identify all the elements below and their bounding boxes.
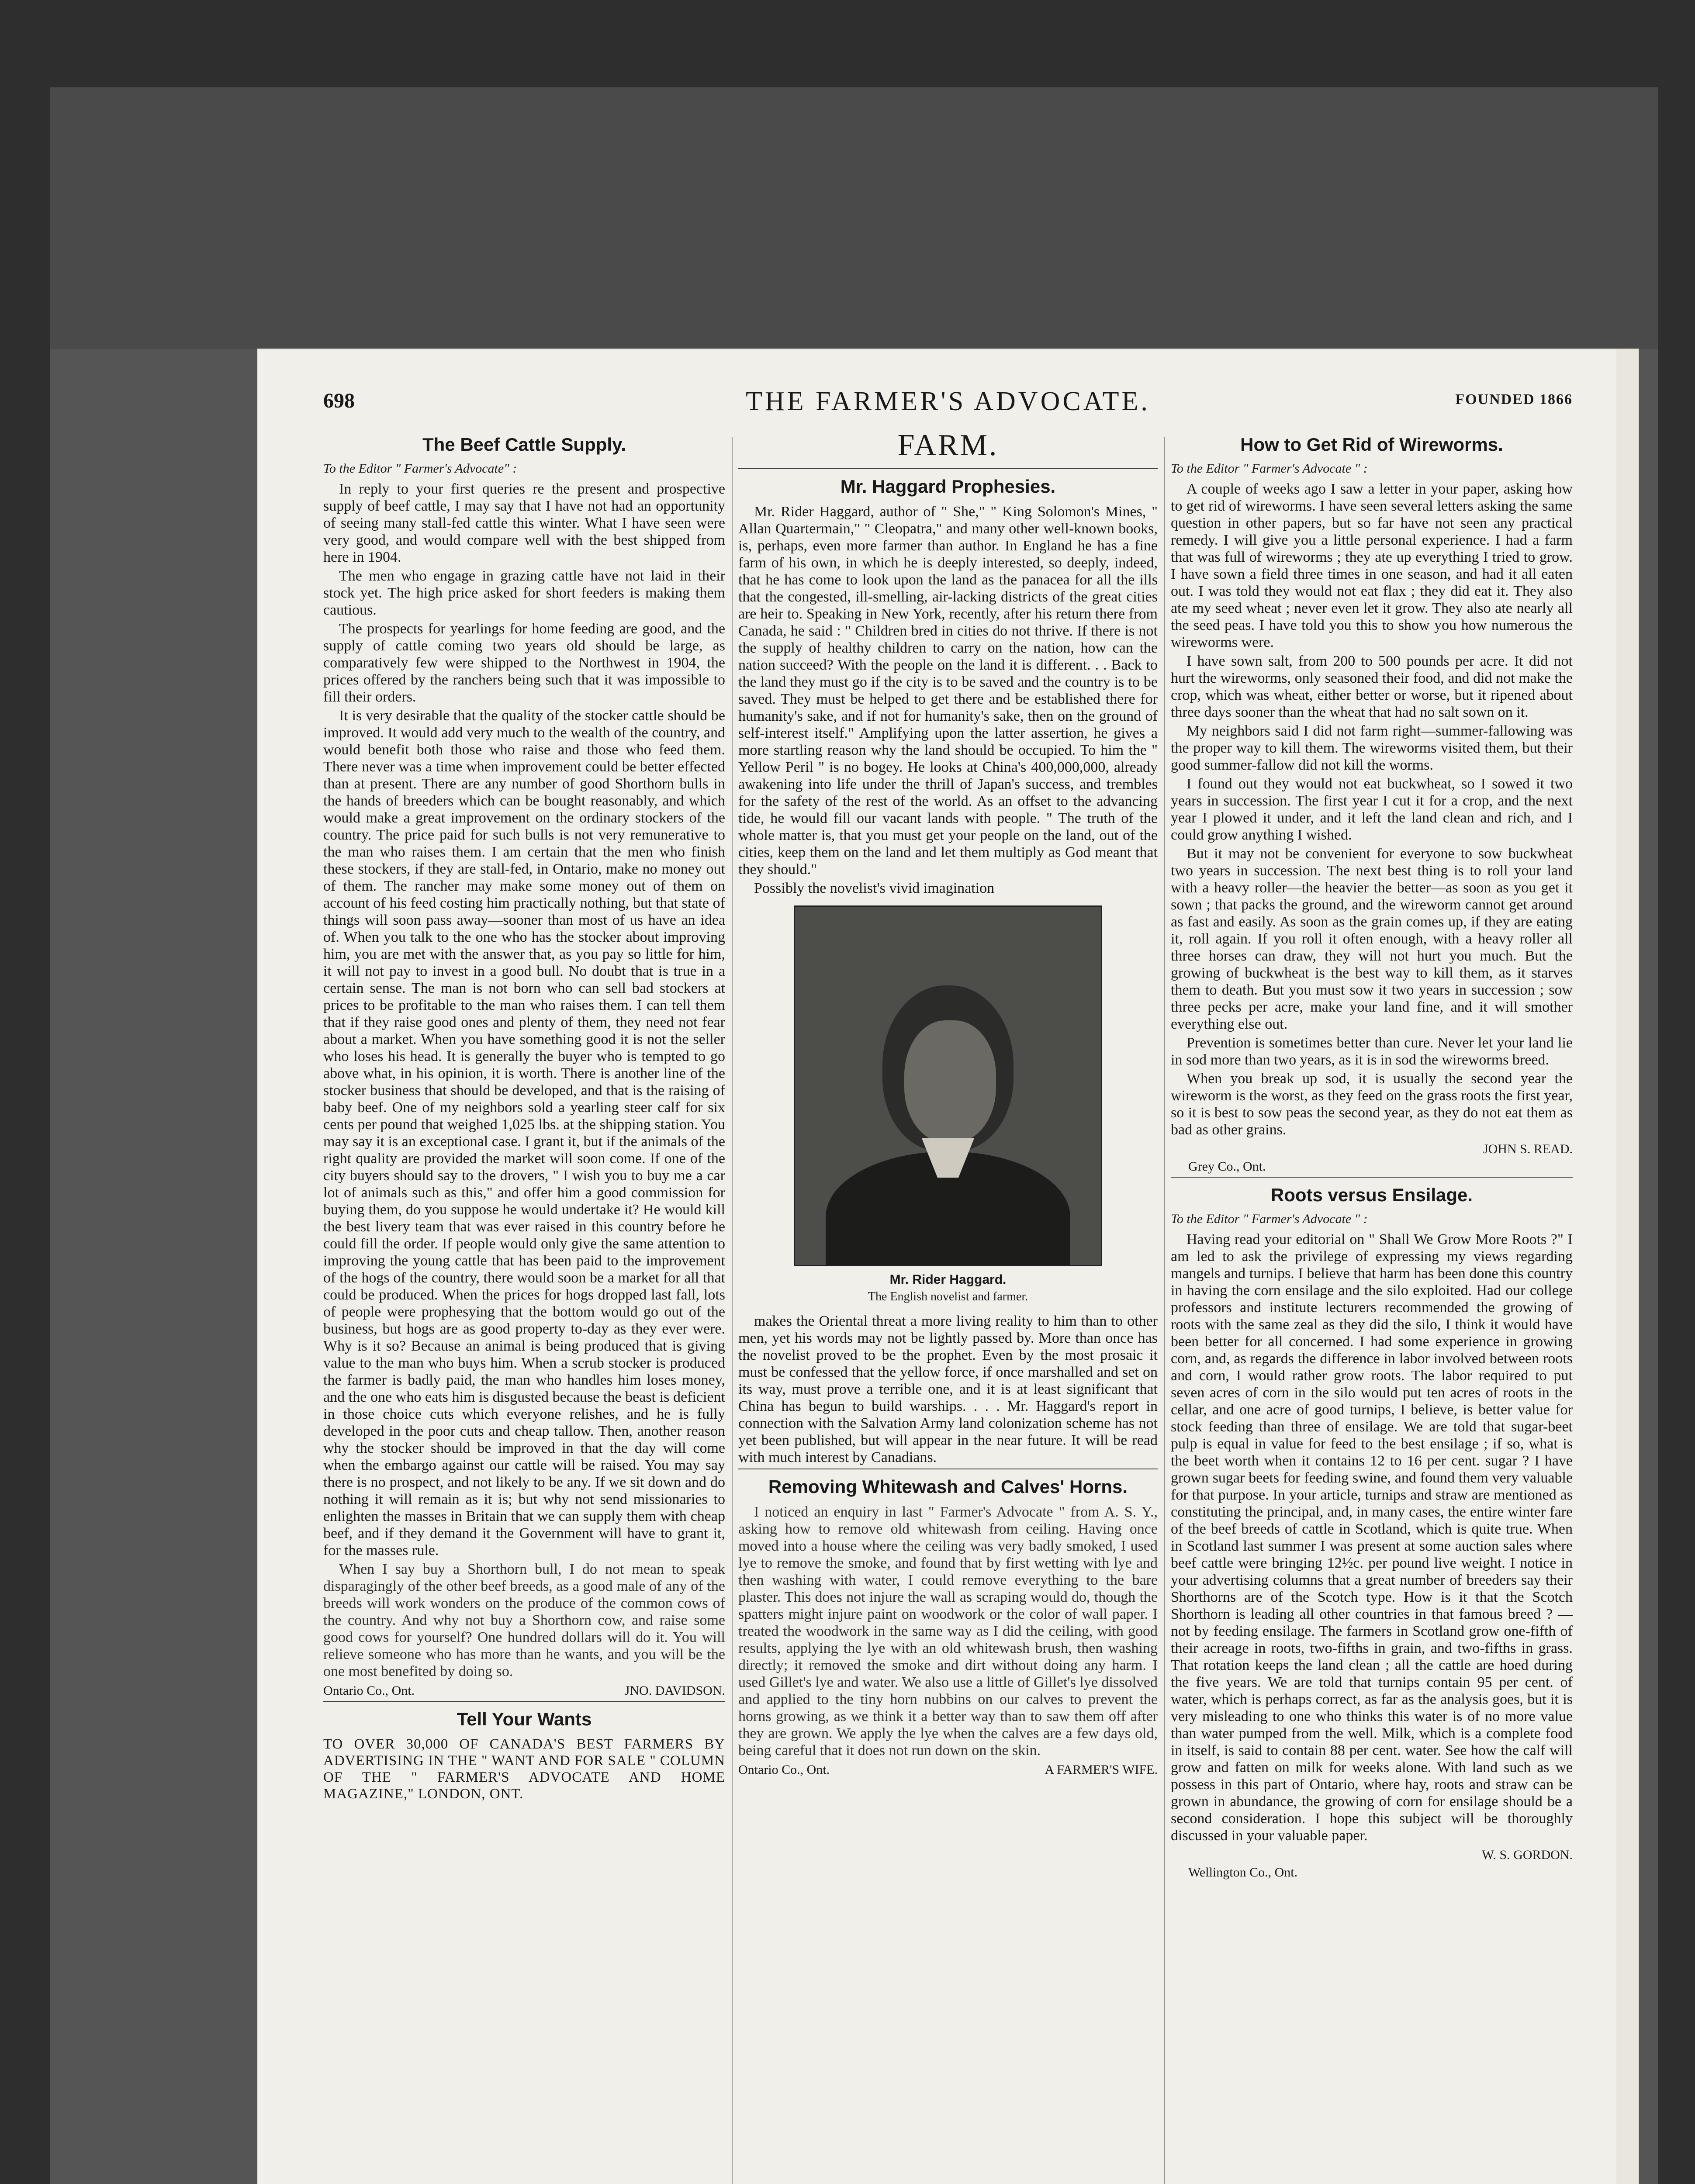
headline-whitewash: Removing Whitewash and Calves' Horns. bbox=[768, 1476, 1128, 1497]
headline-roots-ensilage: Roots versus Ensilage. bbox=[1270, 1185, 1473, 1205]
section-head-farm: FARM. bbox=[897, 429, 999, 462]
paragraph: I have sown salt, from 200 to 500 pounds per acre. It did not hurt the wireworms, only seasoned their food, and did not make the crop, which was wheat, either better or worse, but it ripened about three days sooner than the wheat that had no salt sown on it. bbox=[1171, 653, 1573, 720]
headline-haggard: Mr. Haggard Prophesies. bbox=[840, 476, 1056, 497]
paragraph: In reply to your first queries re the present and prospective supply of beef cattle, I may say that I have not had an opportunity of seeing many stall-fed cattle this winter. What I have seen were very good, and would compare well with the best shipped from here in 1904. bbox=[323, 481, 725, 565]
signoff bbox=[323, 1683, 725, 1698]
page-edge-strip bbox=[1616, 349, 1638, 2184]
paragraph: I found out they would not eat buckwheat, so I sowed it two years in succession. The first year I cut it for a crop, and the next year I plowed it under, and it left the land clean and rich, and I could grow anything I wished. bbox=[1171, 776, 1573, 843]
paragraph: When I say buy a Shorthorn bull, I do not mean to speak disparagingly of the other beef breeds, as a good male of any of the breeds will work wonders on the produce of the common cows of the country. And why not buy a Shorthorn cow, and raise some good cows for yourself? One hundred dollars will do it. You will relieve someone who has more than he wants, and you will be the one most benefited by doing so. bbox=[323, 1561, 725, 1679]
photo-caption-sub: The English novelist and farmer. bbox=[868, 1290, 1028, 1303]
signoff bbox=[1171, 1848, 1573, 1863]
signoff-name: W. S. GORDON. bbox=[1481, 1848, 1573, 1862]
signoff-name: JNO. DAVIDSON. bbox=[624, 1683, 725, 1698]
signoff-place: Ontario Co., Ont. bbox=[738, 1762, 830, 1777]
headline-wireworms: How to Get Rid of Wireworms. bbox=[1240, 434, 1503, 455]
paragraph: Possibly the novelist's vivid imagination bbox=[754, 880, 995, 896]
paper-title: THE FARMER'S ADVOCATE. bbox=[746, 387, 1150, 416]
left-column bbox=[323, 428, 725, 1802]
masthead bbox=[258, 389, 1638, 428]
divider bbox=[323, 1701, 725, 1702]
paragraph: The prospects for yearlings for home feeding are good, and the supply of cattle coming two years old should be large, as comparatively few were shipped to the Northwest in 1904, the prices offered by the ranchers being such that it was impossible to fill their orders. bbox=[323, 621, 725, 705]
paragraph: Having read your editorial on " Shall We Grow More Roots ?" I am led to ask the privilege of expressing my views regarding mangels and turnips. I believe that harm has been done this country in having the corn ensilage and the silo exploited. Had our college professors and institute lecturers recommended the growing of roots with the same zeal as they did the silo, I think it would have been better for all concerned. I had some experience in growing corn, and, as regards the difference in labor involved between roots and corn, I would rather grow roots. The labor required to put seven acres of corn in the silo would put ten acres of roots in the cellar, and one acre of good turnips, I believe, is better value for stock feeding than three of ensilage. We are told that sugar-beet pulp is equal in value for feed to the best ensilage ; if so, what is the beet worth when it contains 12 to 16 per cent. sugar ? I have grown sugar beets for feeding swine, and found them very valuable for that purpose. In your article, turnips and straw are mentioned as constituting the principal, and, in many cases, the entire winter fare of the beef breeds of cattle in Scotland, which is quite true. When in Scotland last summer I was present at some auction sales where beef cattle were bringing 12½c. per pound live weight. I notice in your advertising columns that a great number of breeders say their Shorthorns are of the Scotch type. How is it that the Scotch Shorthorn is leading all other countries in that famous breed ? —not by feeding ensilage. The farmers in Scotland grow one-fifth of their acreage in roots, two-fifths in grain, and two-fifths in grass. That rotation keeps the land clean ; all the cattle are hoed during the five years. We are told that turnips contain 95 per cent. of water, which is perhaps correct, as far as the analysis goes, but it is very misleading to one who thinks this water is of no more value than water pumped from the well. Milk, which is a complete food in itself, is said to contain 88 per cent. water. See how the calf will grow and fatten on milk for weeks alone. With land such as we possess in this part of Ontario, where hay, roots and straw can be grown in abundance, the growing of corn for ensilage should be a second consideration. I hope this subject will be thoroughly discussed in your valuable paper. bbox=[1171, 1231, 1573, 1844]
signoff bbox=[738, 1762, 1158, 1777]
signoff-name: JOHN S. READ. bbox=[1483, 1142, 1573, 1156]
divider bbox=[738, 468, 1158, 469]
headline-beef-cattle: The Beef Cattle Supply. bbox=[422, 434, 626, 455]
column-divider-right bbox=[1164, 437, 1165, 2184]
signoff bbox=[1171, 1142, 1573, 1157]
signoff-place: Grey Co., Ont. bbox=[1188, 1159, 1266, 1174]
paragraph: But it may not be convenient for everyone to sow buckwheat two years in succession. The next best thing is to roll your land with a heavy roller—the heavier the better—as soon as you get it sown ; that packs the ground, and the wireworm cannot get around as fast and easily. As soon as the grain comes up, if they are eating it, roll again. If you roll it often enough, with a heavy roller all three horses can draw, they will not hurt you much. But the growing of buckwheat is the best way to kill them, as it starves them to death. But you must sow it two years in succession ; sow three pecks per acre, make your land fine, and it will smother everything else out. bbox=[1171, 846, 1573, 1032]
middle-column bbox=[738, 428, 1158, 1780]
photo-caption-title: Mr. Rider Haggard. bbox=[889, 1272, 1007, 1287]
salutation: To the Editor " Farmer's Advocate " : bbox=[1171, 1212, 1368, 1226]
paragraph: The men who engage in grazing cattle have not laid in their stock yet. The high price asked for short feeders is making them cautious. bbox=[323, 568, 725, 618]
newspaper-page bbox=[258, 349, 1638, 2184]
page-number: 698 bbox=[323, 389, 355, 412]
scan-shadow bbox=[50, 87, 1658, 349]
right-column bbox=[1171, 428, 1573, 1882]
signoff-place: Ontario Co., Ont. bbox=[323, 1683, 415, 1698]
paragraph: When you break up sod, it is usually the second year the wireworm is the worst, as they feed on the grass roots the first year, so it is best to sow peas the second year, as they do not eat them as bad as other grains. bbox=[1171, 1071, 1573, 1138]
paragraph: I noticed an enquiry in last " Farmer's Advocate " from A. S. Y., asking how to remove old whitewash from ceiling. Having once moved into a house where the ceiling was very badly smoked, I used lye to remove the smoke, and found that by first wetting with lye and then washing with water, I could remove everything to the bare plaster. This does not injure the wall as scraping would do, though the spatters might injure paint on woodwork or the color of wall paper. I treated the woodwork in the same way as I did the ceiling, with good results, applying the lye with an old whitewash brush, then washing directly; it removed the smoke and dirt without doing any harm. I used Gillet's lye and water. We also use a little of Gillet's lye dissolved and applied to the tiny horn nubbins on our calves to prevent the horns growing, as we think it a better way than to saw them off after they are grown. We apply the lye when the calves are a few days old, being careful that it does not run down on the skin. bbox=[738, 1504, 1158, 1759]
haggard-portrait-photo bbox=[794, 905, 1102, 1266]
signoff-place: Wellington Co., Ont. bbox=[1188, 1865, 1298, 1880]
salutation: To the Editor " Farmer's Advocate " : bbox=[1171, 461, 1368, 476]
paragraph: A couple of weeks ago I saw a letter in your paper, asking how to get rid of wireworms. I have seen several letters asking the same question in other papers, but so far have not seen any practical remedy. I will give you a little personal experience. I had a farm that was full of wireworms ; they ate up everything I tried to grow. I have sown a field three times in one season, and had it all eaten out. I was told they would not eat flax ; they did eat it. They also ate my seed wheat ; never even let it grow. They also ate nearly all the seed peas. I have told you this to show you how numerous the wireworms were. bbox=[1171, 481, 1573, 650]
headline-tell-your-wants: Tell Your Wants bbox=[457, 1709, 592, 1729]
paragraph: My neighbors said I did not farm right—summer-fallowing was the proper way to kill them. The wireworms visited them, but their good summer-fallow did not kill the worms. bbox=[1171, 723, 1573, 773]
founded-label: FOUNDED 1866 bbox=[1455, 391, 1573, 408]
paragraph: Prevention is sometimes better than cure. Never let your land lie in sod more than two years, as it is in sod the wireworms breed. bbox=[1171, 1035, 1573, 1068]
advertisement-text: TO OVER 30,000 OF CANADA'S BEST FARMERS BY ADVERTISING IN THE " WANT AND FOR SALE " COLUMN OF THE " FARMER'S ADVOCATE AND HOME MAGAZINE," LONDON, ONT. bbox=[323, 1736, 725, 1802]
paragraph: makes the Oriental threat a more living reality to him than to other men, yet his words may not be lightly passed by. More than once has the novelist proved to be the prophet. Even by the most prosaic it must be confessed that the yellow force, if once marshalled and set on its way, must prove a terrible one, and it is at least significant that China has begun to build warships. . . . Mr. Haggard's report in connection with the Salvation Army land colonization scheme has not yet been published, but will appear in the near future. It will be read with much interest by Canadians. bbox=[738, 1313, 1158, 1465]
column-divider-left bbox=[732, 437, 733, 2184]
paragraph: Mr. Rider Haggard, author of " She," " King Solomon's Mines, " Allan Quartermain," " Cleopatra," and many other well-known books, is, perhaps, even more farmer than author. In England he has a fine farm of his own, in which he is deeply interested, so deeply, indeed, that he has come to look upon the land as the panacea for all the ills that the congested, ill-smelling, air-lacking districts of the great cities are heir to. Speaking in New York, recently, after his return there from Canada, he said : " Children bred in cities do not thrive. If there is not the supply of healthy children to carry on the nation, how can the nation succeed? With the people on the land it is different. . . Back to the land they must go if the city is to be saved and the country is to be saved. They must be helped to get there and be established there for humanity's sake, and if not for humanity's sake, then on the ground of self-interest itself." Amplifying upon the latter assertion, he gives a more startling reason why the land should be occupied. To him the " Yellow Peril " is no bogey. He looks at China's 400,000,000, already awakening into life under the thrill of Japan's success, and trembles for the safety of the rest of the world. As an offset to the advancing tide, he would fill our vacant lands with people. " The truth of the whole matter is, that you must get your people on the land, out of the cities, keep them on the land and let them multiply as God meant that they should." bbox=[738, 504, 1158, 878]
divider bbox=[1171, 1177, 1573, 1178]
paragraph: It is very desirable that the quality of the stocker cattle should be improved. It would add very much to the wealth of the country, and would benefit both those who raise and those who feed them. There never was a time when improvement could be better effected than at present. There are any number of good Shorthorn bulls in the hands of breeders which can be bought reasonably, and which would make a great improvement on the ordinary stockers of the country. The price paid for such bulls is not very remunerative to the man who raises them. I am certain that the men who finish these stockers, if they are stall-fed, in Ontario, make no money out of them. The rancher may make some money out of them on account of his feed costing him practically nothing, but that state of things will soon pass away—sooner than most of us have an idea of. When you talk to the one who has the stocker about improving him, you are met with the answer that, as you pay so little for him, it will not pay to invest in a good bull. No doubt that is true in a certain sense. The man is not born who can sell bad stockers at prices to be profitable to the man who raises them. I can tell them that if they raise good ones and plenty of them, they need not fear about a market. When you have something good it is not the seller who loses his head. It is generally the buyer who is tempted to go above what, in his opinion, it is worth. There is another line of the stocker business that should be developed, and that is the raising of baby beef. One of my neighbors sold a yearling steer calf for six cents per pound that weighed 1,025 lbs. at the shipping station. You may say it is an exceptional case. I grant it, but if the animals of the right quality are provided the market will soon come. If one of the city buyers should say to the drovers, " I wish you to buy me a car lot of animals such as this," and offer him a good commission for buying them, do you suppose he would undertake it? He would kill the best livery team that was ever raised in this country before he could fill the order. If people would only give the same attention to improving the young cattle that has been paid to the improvement of the hogs of the country, there would soon be a market for all that could be produced. When the prices for hogs dropped last fall, lots of people were prophesying that the bottom would go out of the business, but hogs are as good property to-day as they ever were. Why is it so? Because an animal is being produced that is giving value to the man who buys him. When a scrub stocker is produced the farmer is badly paid, the man who handles him loses money, and the one who eats him is disgusted because the beast is deficient in those choice cuts which everyone relishes, and he is fully developed in the poor cuts and cheap tallow. Then, another reason why the stocker should be improved in that the day will come when the embargo against our cattle will be raised. You may say there is no prospect, and not likely to be any. If we sit down and do nothing it will remain as it is; but why not send missionaries to enlighten the masses in Britain that we can supply them with cheap beef, and if they demand it the Government will have to grant it, for the masses rule. bbox=[323, 708, 725, 1559]
salutation: To the Editor " Farmer's Advocate" : bbox=[323, 461, 517, 476]
photo-face-shape bbox=[904, 1020, 996, 1143]
signoff-name: A FARMER'S WIFE. bbox=[1045, 1762, 1158, 1777]
